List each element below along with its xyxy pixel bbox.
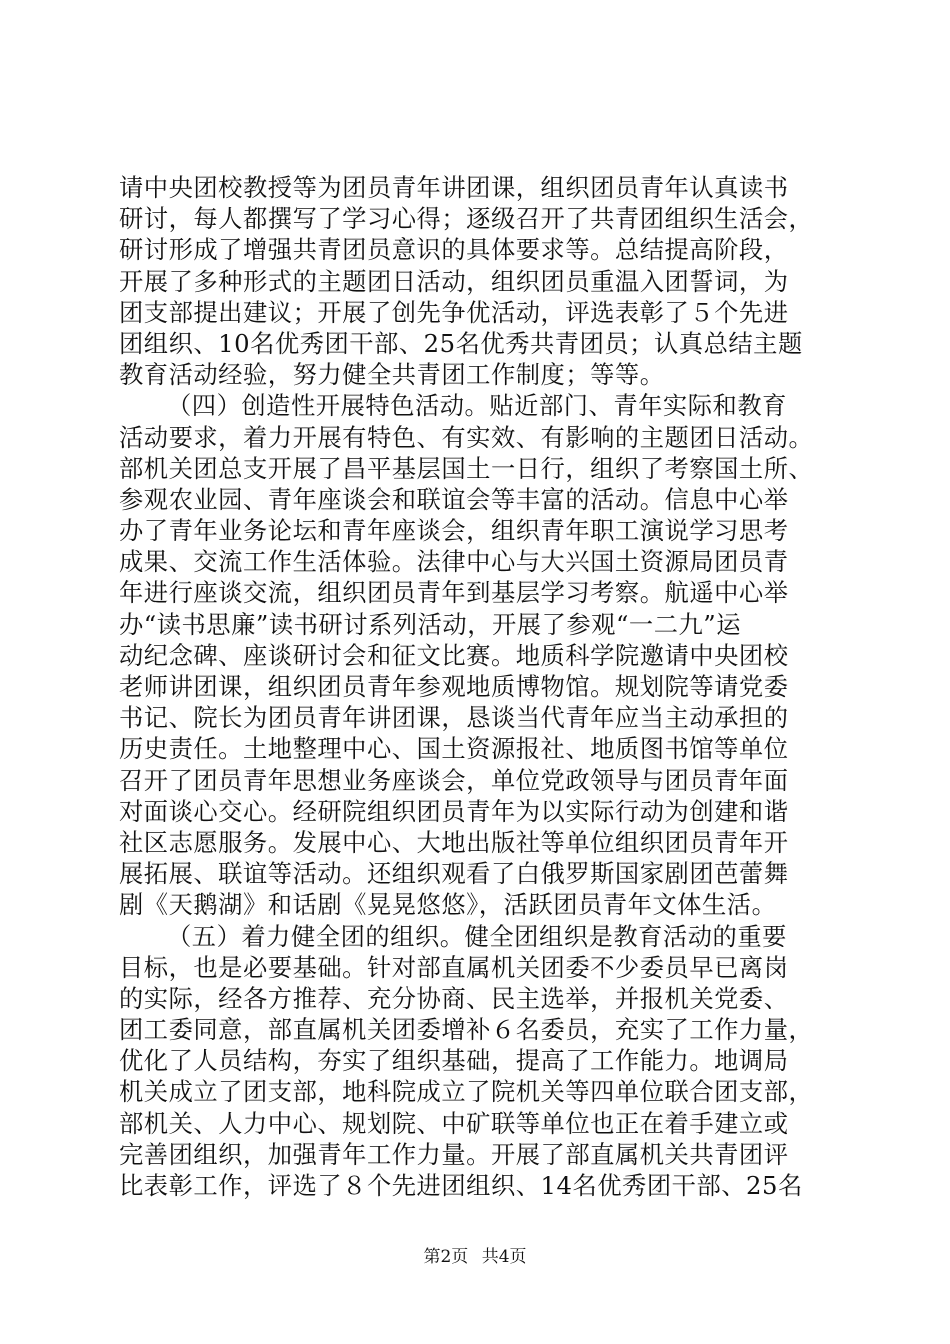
text-line: 的实际，经各方推荐、充分协商、民主选举，并报机关党委、 xyxy=(119,983,789,1013)
text-line: 开展了多种形式的主题团日活动，组织团员重温入团誓词，为 xyxy=(119,266,789,296)
text-line: 剧《天鹅湖》和话剧《晃晃悠悠》，活跃团员青年文体生活。 xyxy=(119,890,777,920)
section-heading-line: （四）创造性开展特色活动。贴近部门、青年实际和教育 xyxy=(167,391,787,421)
text-line: 请中央团校教授等为团员青年讲团课，组织团员青年认真读书 xyxy=(119,173,789,202)
text-line: 对面谈心交心。经研院组织团员青年为以实际行动为创建和谐 xyxy=(119,796,789,826)
text-line: 机关成立了团支部，地科院成立了院机关等四单位联合团支部， xyxy=(119,1077,814,1107)
text-line: 研讨形成了增强共青团员意识的具体要求等。总结提高阶段， xyxy=(119,235,789,265)
text-line: 团支部提出建议；开展了创先争优活动，评选表彰了５个先进 xyxy=(119,297,789,327)
text-line: 老师讲团课，组织团员青年参观地质博物馆。规划院等请党委 xyxy=(119,672,789,701)
text-line: 团组织、10名优秀团干部、25名优秀共青团员；认真总结主题 xyxy=(119,328,803,358)
text-line: 比表彰工作，评选了８个先进团组织、14名优秀团干部、25名 xyxy=(119,1171,803,1200)
text-line: 年进行座谈交流，组织团员青年到基层学习考察。航遥中心举 xyxy=(119,578,789,608)
text-line: 团工委同意，部直属机关团委增补６名委员，充实了工作力量， xyxy=(119,1015,814,1045)
text-line: 教育活动经验，努力健全共青团工作制度；等等。 xyxy=(119,360,665,390)
text-line: 参观农业园、青年座谈会和联谊会等丰富的活动。信息中心举 xyxy=(119,484,789,514)
text-line: 完善团组织，加强青年工作力量。开展了部直属机关共青团评 xyxy=(119,1139,789,1169)
page-number: 第2页 xyxy=(423,1247,469,1267)
page-total: 共4页 xyxy=(481,1247,527,1267)
page-footer xyxy=(0,1245,950,1269)
text-line: 书记、院长为团员青年讲团课，恳谈当代青年应当主动承担的 xyxy=(119,703,789,733)
text-line: 历史责任。土地整理中心、国土资源报社、地质图书馆等单位 xyxy=(119,734,789,764)
text-line: 部机关团总支开展了昌平基层国土一日行，组织了考察国土所、 xyxy=(119,453,814,483)
section-heading-line: （五）着力健全团的组织。健全团组织是教育活动的重要 xyxy=(167,921,787,951)
text-line: 目标，也是必要基础。针对部直属机关团委不少委员早已离岗 xyxy=(119,952,789,982)
text-line: 研讨，每人都撰写了学习心得；逐级召开了共青团组织生活会， xyxy=(119,204,814,234)
text-line: 动纪念碑、座谈研讨会和征文比赛。地质科学院邀请中央团校 xyxy=(119,640,789,670)
text-line: 展拓展、联谊等活动。还组织观看了白俄罗斯国家剧团芭蕾舞 xyxy=(119,859,789,889)
text-line: 办了青年业务论坛和青年座谈会，组织青年职工演说学习思考 xyxy=(119,516,789,546)
text-line: 召开了团员青年思想业务座谈会，单位党政领导与团员青年面 xyxy=(119,765,789,795)
text-line: 社区志愿服务。发展中心、大地出版社等单位组织团员青年开 xyxy=(119,827,789,857)
text-line: 成果、交流工作生活体验。法律中心与大兴国土资源局团员青 xyxy=(119,547,789,577)
text-line: 部机关、人力中心、规划院、中矿联等单位也正在着手建立或 xyxy=(119,1108,789,1138)
text-line: 办“读书思廉”读书研讨系列活动，开展了参观“一二九”运 xyxy=(119,609,742,639)
text-line: 活动要求，着力开展有特色、有实效、有影响的主题团日活动。 xyxy=(119,422,814,452)
text-line: 优化了人员结构，夯实了组织基础，提高了工作能力。地调局 xyxy=(119,1046,789,1076)
document-body xyxy=(119,172,831,1201)
